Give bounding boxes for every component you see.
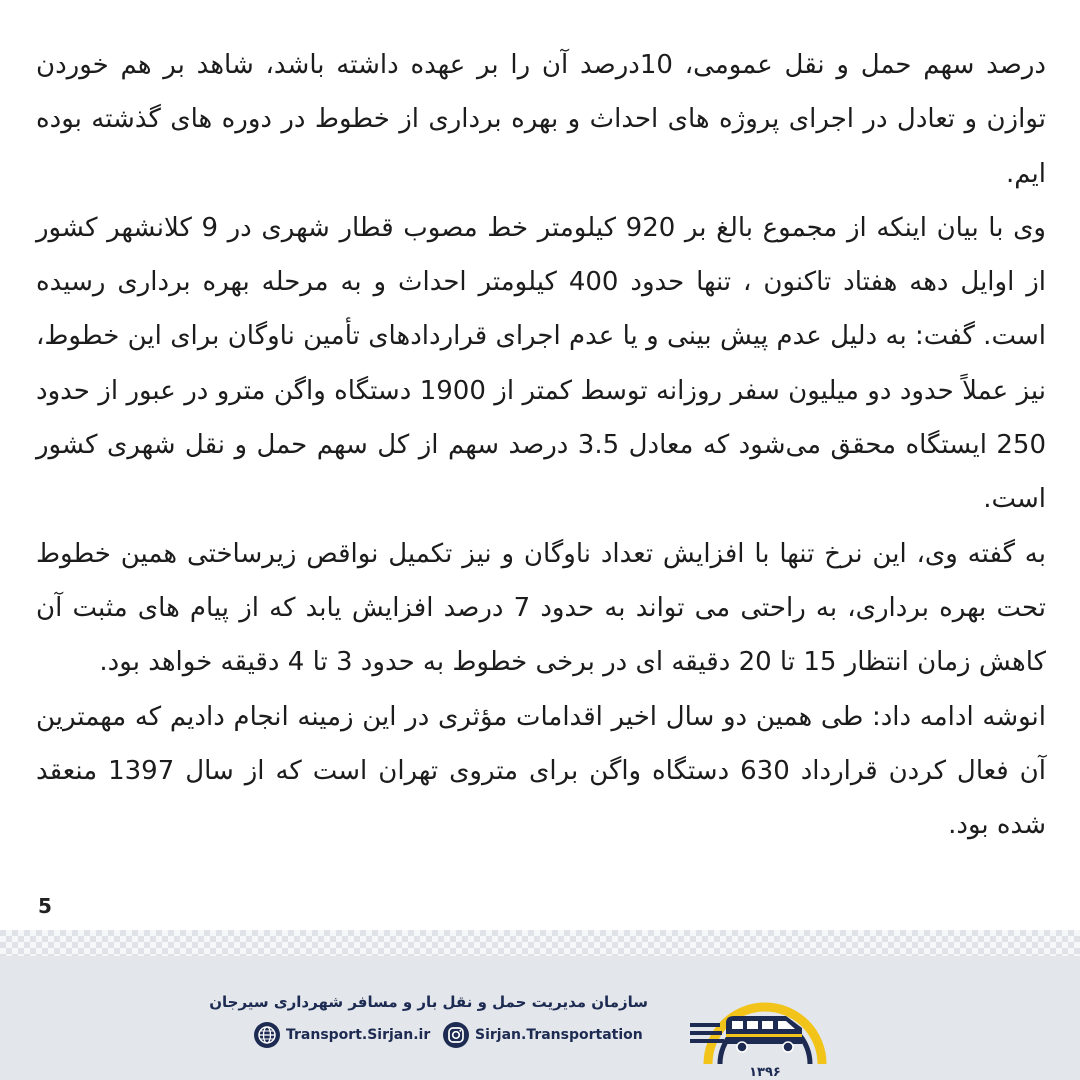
page-number: 5 <box>38 894 52 918</box>
checkered-divider <box>0 930 1080 956</box>
instagram-text: Sirjan.Transportation <box>475 1027 643 1043</box>
footer <box>0 956 1080 1080</box>
instagram-icon <box>443 1022 469 1048</box>
instagram-link[interactable] <box>443 1022 643 1048</box>
globe-icon <box>254 1022 280 1048</box>
website-link[interactable] <box>254 1022 430 1048</box>
logo-year: ۱۳۹۶ <box>749 1065 781 1078</box>
organization-name: سازمان مدیریت حمل و نقل بار و مسافر شهرداری سیرجان <box>209 993 648 1011</box>
paragraph: به گفته وی، این نرخ تنها با افزایش تعداد ناوگان و نیز تکمیل نواقص زیرساختی همین خطوط تحت بهره برداری، به راحتی می تواند به حدود 7 درصد افزایش یابد که از پیام های مثبت آن کاهش زمان انتظار 15 تا 20 دقیقه ای در برخی خطوط به حدود 3 تا 4 دقیقه خواهد بود. <box>36 538 1046 678</box>
article-body <box>36 38 1046 852</box>
paragraph: انوشه ادامه داد: طی همین دو سال اخیر اقدامات مؤثری در این زمینه انجام دادیم که مهمترین آن فعال کردن قرارداد 630 دستگاه واگن برای متروی تهران است که از سال 1397 منعقد شده بود. <box>36 701 1046 841</box>
website-text: Transport.Sirjan.ir <box>286 1027 431 1043</box>
paragraph: درصد سهم حمل و نقل عمومی، 10درصد آن را بر عهده داشته باشد، شاهد بر هم خوردن توازن و تعادل در اجرای پروژه های احداث و بهره برداری از خطوط در دوره های گذشته بوده ایم. <box>36 50 1046 189</box>
paragraph: وی با بیان اینکه از مجموع بالغ بر 920 کیلومتر خط مصوب قطار شهری در 9 کلانشهر کشور از اوایل دهه هفتاد تاکنون ، تنها حدود 400 کیلومتر احداث و به مرحله بهره برداری رسیده است. گفت: به دلیل عدم پیش بینی و یا عدم اجرای قراردادهای تأمین ناوگان برای این خطوط، نیز عملاً حدود دو میلیون سفر روزانه توسط کمتر از 1900 دستگاه واگن مترو در عبور از حدود 250 ایستگاه محقق می‌شود که معادل 3.5 درصد سهم از کل سهم حمل و نقل شهری کشور است. <box>36 212 1047 515</box>
organization-logo-icon <box>690 978 840 1078</box>
